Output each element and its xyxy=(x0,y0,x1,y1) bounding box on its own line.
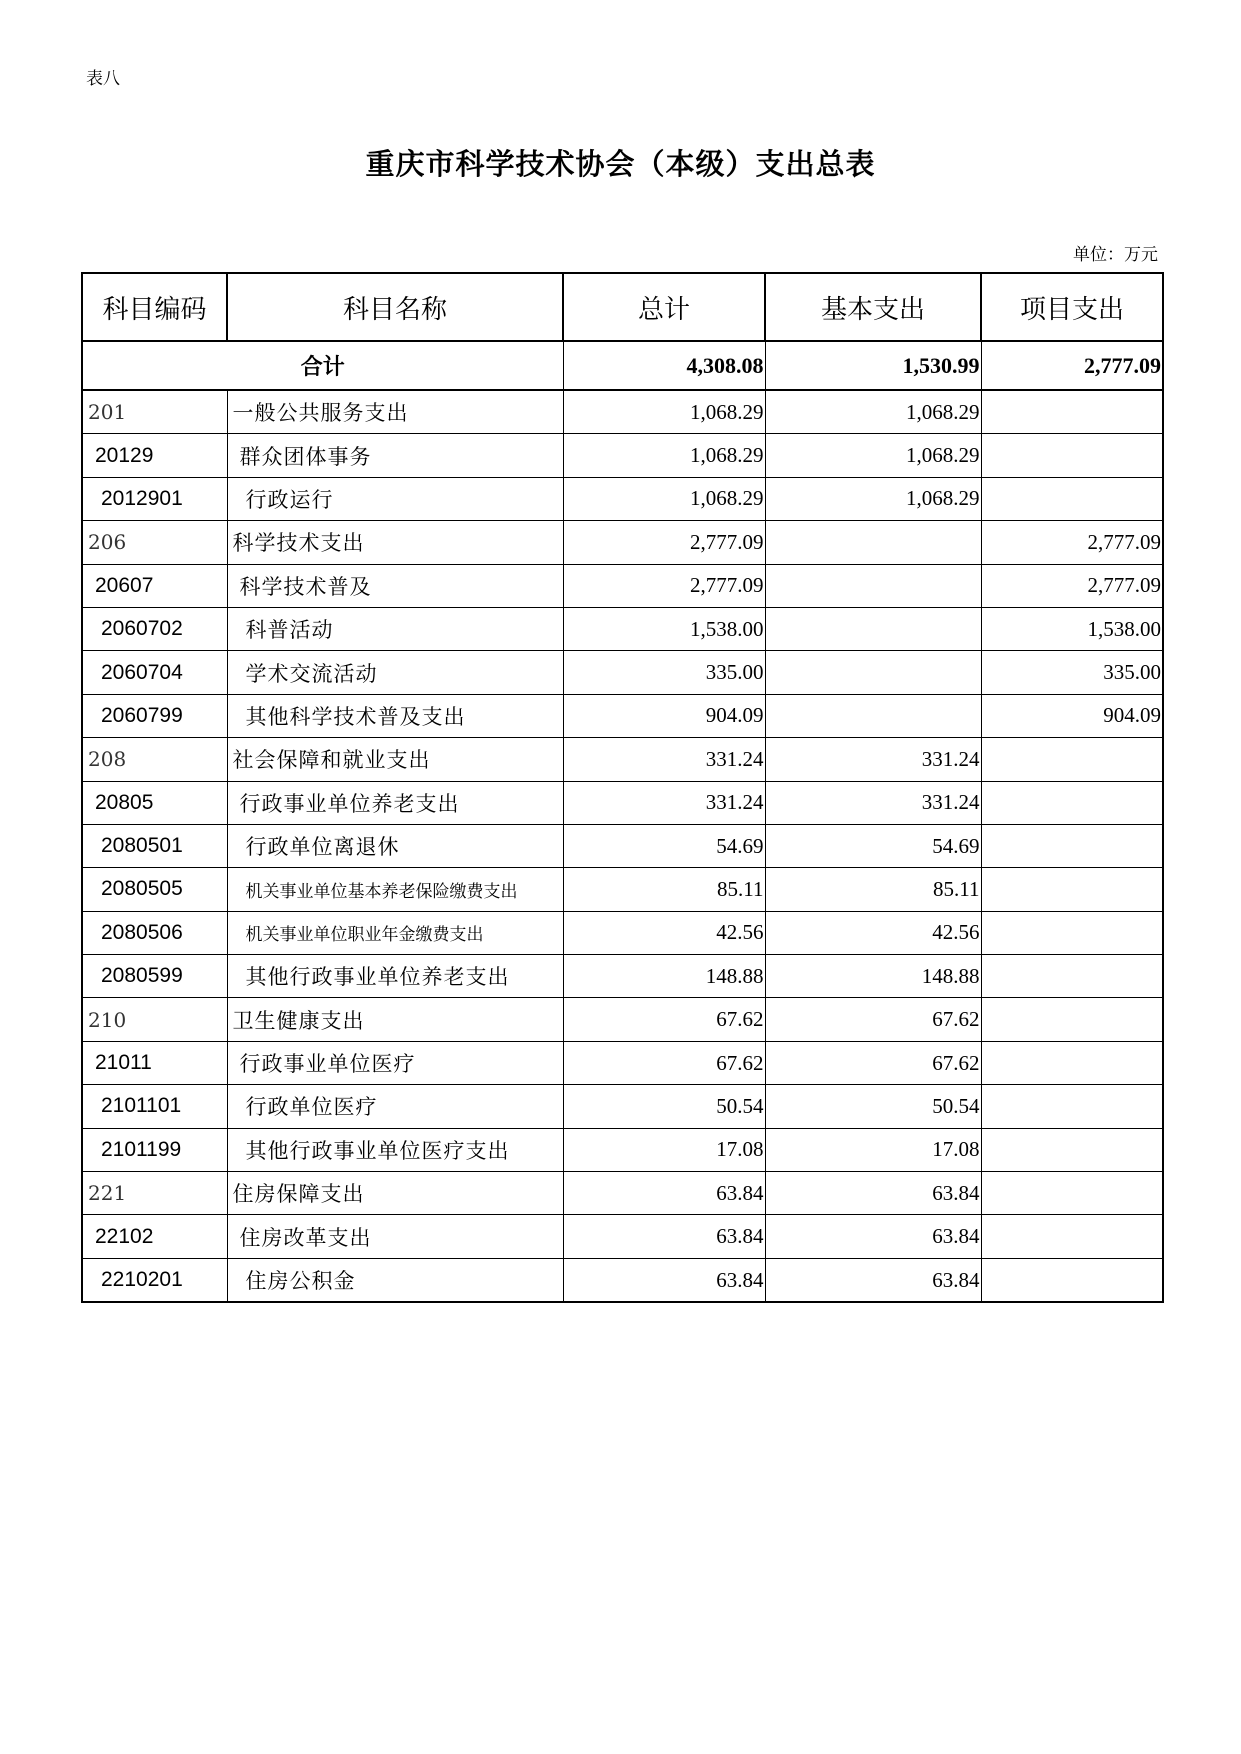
row-name: 行政单位离退休 xyxy=(227,824,563,867)
row-total: 1,068.29 xyxy=(563,434,765,477)
row-basic: 331.24 xyxy=(765,738,981,781)
row-code: 2080599 xyxy=(82,955,227,998)
row-code: 221 xyxy=(82,1172,227,1215)
row-total: 1,068.29 xyxy=(563,477,765,520)
row-code: 20129 xyxy=(82,434,227,477)
row-project xyxy=(981,1041,1163,1084)
header-basic: 基本支出 xyxy=(765,273,981,341)
row-total: 1,538.00 xyxy=(563,607,765,650)
row-total: 331.24 xyxy=(563,781,765,824)
header-project: 项目支出 xyxy=(981,273,1163,341)
table-row xyxy=(82,1258,1163,1302)
table-row xyxy=(82,1041,1163,1084)
row-project: 1,538.00 xyxy=(981,607,1163,650)
row-name: 行政单位医疗 xyxy=(227,1085,563,1128)
row-code: 2101199 xyxy=(82,1128,227,1171)
row-name: 群众团体事务 xyxy=(227,434,563,477)
page-label: 表八 xyxy=(86,69,120,89)
table-row xyxy=(82,955,1163,998)
row-total: 63.84 xyxy=(563,1258,765,1302)
table-row xyxy=(82,434,1163,477)
row-total: 331.24 xyxy=(563,738,765,781)
row-basic: 50.54 xyxy=(765,1085,981,1128)
row-total: 63.84 xyxy=(563,1215,765,1258)
row-code: 2012901 xyxy=(82,477,227,520)
row-name: 学术交流活动 xyxy=(227,651,563,694)
header-name: 科目名称 xyxy=(227,273,563,341)
row-project xyxy=(981,477,1163,520)
row-project xyxy=(981,1085,1163,1128)
row-basic xyxy=(765,564,981,607)
row-basic: 1,068.29 xyxy=(765,434,981,477)
row-project xyxy=(981,434,1163,477)
row-basic: 42.56 xyxy=(765,911,981,954)
table-row xyxy=(82,1128,1163,1171)
row-name: 科普活动 xyxy=(227,607,563,650)
row-code: 2060799 xyxy=(82,694,227,737)
table-row xyxy=(82,564,1163,607)
row-project xyxy=(981,998,1163,1041)
row-basic: 331.24 xyxy=(765,781,981,824)
table-row xyxy=(82,738,1163,781)
total-row xyxy=(82,341,1163,390)
total-label: 合计 xyxy=(82,341,563,390)
row-total: 67.62 xyxy=(563,1041,765,1084)
row-project xyxy=(981,738,1163,781)
row-name: 行政事业单位养老支出 xyxy=(227,781,563,824)
table-row xyxy=(82,911,1163,954)
row-basic xyxy=(765,607,981,650)
table-row xyxy=(82,1085,1163,1128)
row-name: 其他科学技术普及支出 xyxy=(227,694,563,737)
row-basic: 63.84 xyxy=(765,1258,981,1302)
row-project xyxy=(981,868,1163,911)
row-name: 社会保障和就业支出 xyxy=(227,738,563,781)
row-total: 42.56 xyxy=(563,911,765,954)
row-basic: 85.11 xyxy=(765,868,981,911)
header-total: 总计 xyxy=(563,273,765,341)
total-project: 2,777.09 xyxy=(981,341,1163,390)
row-project: 904.09 xyxy=(981,694,1163,737)
row-code: 2101101 xyxy=(82,1085,227,1128)
row-name: 其他行政事业单位养老支出 xyxy=(227,955,563,998)
row-code: 2060704 xyxy=(82,651,227,694)
row-name: 卫生健康支出 xyxy=(227,998,563,1041)
row-project xyxy=(981,1258,1163,1302)
table-row xyxy=(82,1172,1163,1215)
row-basic xyxy=(765,521,981,564)
row-name: 其他行政事业单位医疗支出 xyxy=(227,1128,563,1171)
table-row xyxy=(82,781,1163,824)
row-name: 行政事业单位医疗 xyxy=(227,1041,563,1084)
row-code: 2210201 xyxy=(82,1258,227,1302)
row-total: 904.09 xyxy=(563,694,765,737)
row-basic: 148.88 xyxy=(765,955,981,998)
row-code: 21011 xyxy=(82,1041,227,1084)
row-project xyxy=(981,1128,1163,1171)
row-total: 1,068.29 xyxy=(563,390,765,434)
row-name: 科学技术普及 xyxy=(227,564,563,607)
row-total: 85.11 xyxy=(563,868,765,911)
row-code: 2080505 xyxy=(82,868,227,911)
table-row xyxy=(82,607,1163,650)
table-row xyxy=(82,521,1163,564)
table-header-row xyxy=(82,273,1163,341)
table-row xyxy=(82,868,1163,911)
row-project xyxy=(981,824,1163,867)
table-row xyxy=(82,651,1163,694)
row-project xyxy=(981,781,1163,824)
row-project xyxy=(981,955,1163,998)
row-basic: 63.84 xyxy=(765,1215,981,1258)
row-project: 335.00 xyxy=(981,651,1163,694)
row-name: 行政运行 xyxy=(227,477,563,520)
row-name: 科学技术支出 xyxy=(227,521,563,564)
row-total: 17.08 xyxy=(563,1128,765,1171)
row-code: 2080506 xyxy=(82,911,227,954)
row-code: 201 xyxy=(82,390,227,434)
table-row xyxy=(82,390,1163,434)
row-name: 一般公共服务支出 xyxy=(227,390,563,434)
row-code: 208 xyxy=(82,738,227,781)
table-row xyxy=(82,477,1163,520)
row-basic: 1,068.29 xyxy=(765,477,981,520)
table-row xyxy=(82,1215,1163,1258)
row-project: 2,777.09 xyxy=(981,564,1163,607)
row-name: 机关事业单位职业年金缴费支出 xyxy=(227,911,563,954)
row-name: 住房改革支出 xyxy=(227,1215,563,1258)
row-total: 2,777.09 xyxy=(563,564,765,607)
row-basic: 17.08 xyxy=(765,1128,981,1171)
table-row xyxy=(82,998,1163,1041)
row-project xyxy=(981,911,1163,954)
expenditure-table xyxy=(81,272,1164,1303)
row-basic: 1,068.29 xyxy=(765,390,981,434)
row-basic: 67.62 xyxy=(765,1041,981,1084)
row-basic xyxy=(765,651,981,694)
unit-label: 单位：万元 xyxy=(1073,245,1158,265)
row-name: 机关事业单位基本养老保险缴费支出 xyxy=(227,868,563,911)
row-code: 2060702 xyxy=(82,607,227,650)
row-total: 335.00 xyxy=(563,651,765,694)
row-basic: 67.62 xyxy=(765,998,981,1041)
row-code: 20805 xyxy=(82,781,227,824)
row-basic: 54.69 xyxy=(765,824,981,867)
row-code: 20607 xyxy=(82,564,227,607)
row-basic xyxy=(765,694,981,737)
row-project xyxy=(981,390,1163,434)
row-code: 206 xyxy=(82,521,227,564)
row-project: 2,777.09 xyxy=(981,521,1163,564)
table-row xyxy=(82,694,1163,737)
page-title: 重庆市科学技术协会（本级）支出总表 xyxy=(365,147,876,181)
row-code: 22102 xyxy=(82,1215,227,1258)
total-total: 4,308.08 xyxy=(563,341,765,390)
row-total: 54.69 xyxy=(563,824,765,867)
row-total: 50.54 xyxy=(563,1085,765,1128)
row-code: 210 xyxy=(82,998,227,1041)
row-total: 2,777.09 xyxy=(563,521,765,564)
total-basic: 1,530.99 xyxy=(765,341,981,390)
row-total: 63.84 xyxy=(563,1172,765,1215)
row-project xyxy=(981,1172,1163,1215)
row-total: 67.62 xyxy=(563,998,765,1041)
table-row xyxy=(82,824,1163,867)
row-total: 148.88 xyxy=(563,955,765,998)
header-code: 科目编码 xyxy=(82,273,227,341)
row-basic: 63.84 xyxy=(765,1172,981,1215)
row-name: 住房保障支出 xyxy=(227,1172,563,1215)
row-name: 住房公积金 xyxy=(227,1258,563,1302)
row-code: 2080501 xyxy=(82,824,227,867)
row-project xyxy=(981,1215,1163,1258)
